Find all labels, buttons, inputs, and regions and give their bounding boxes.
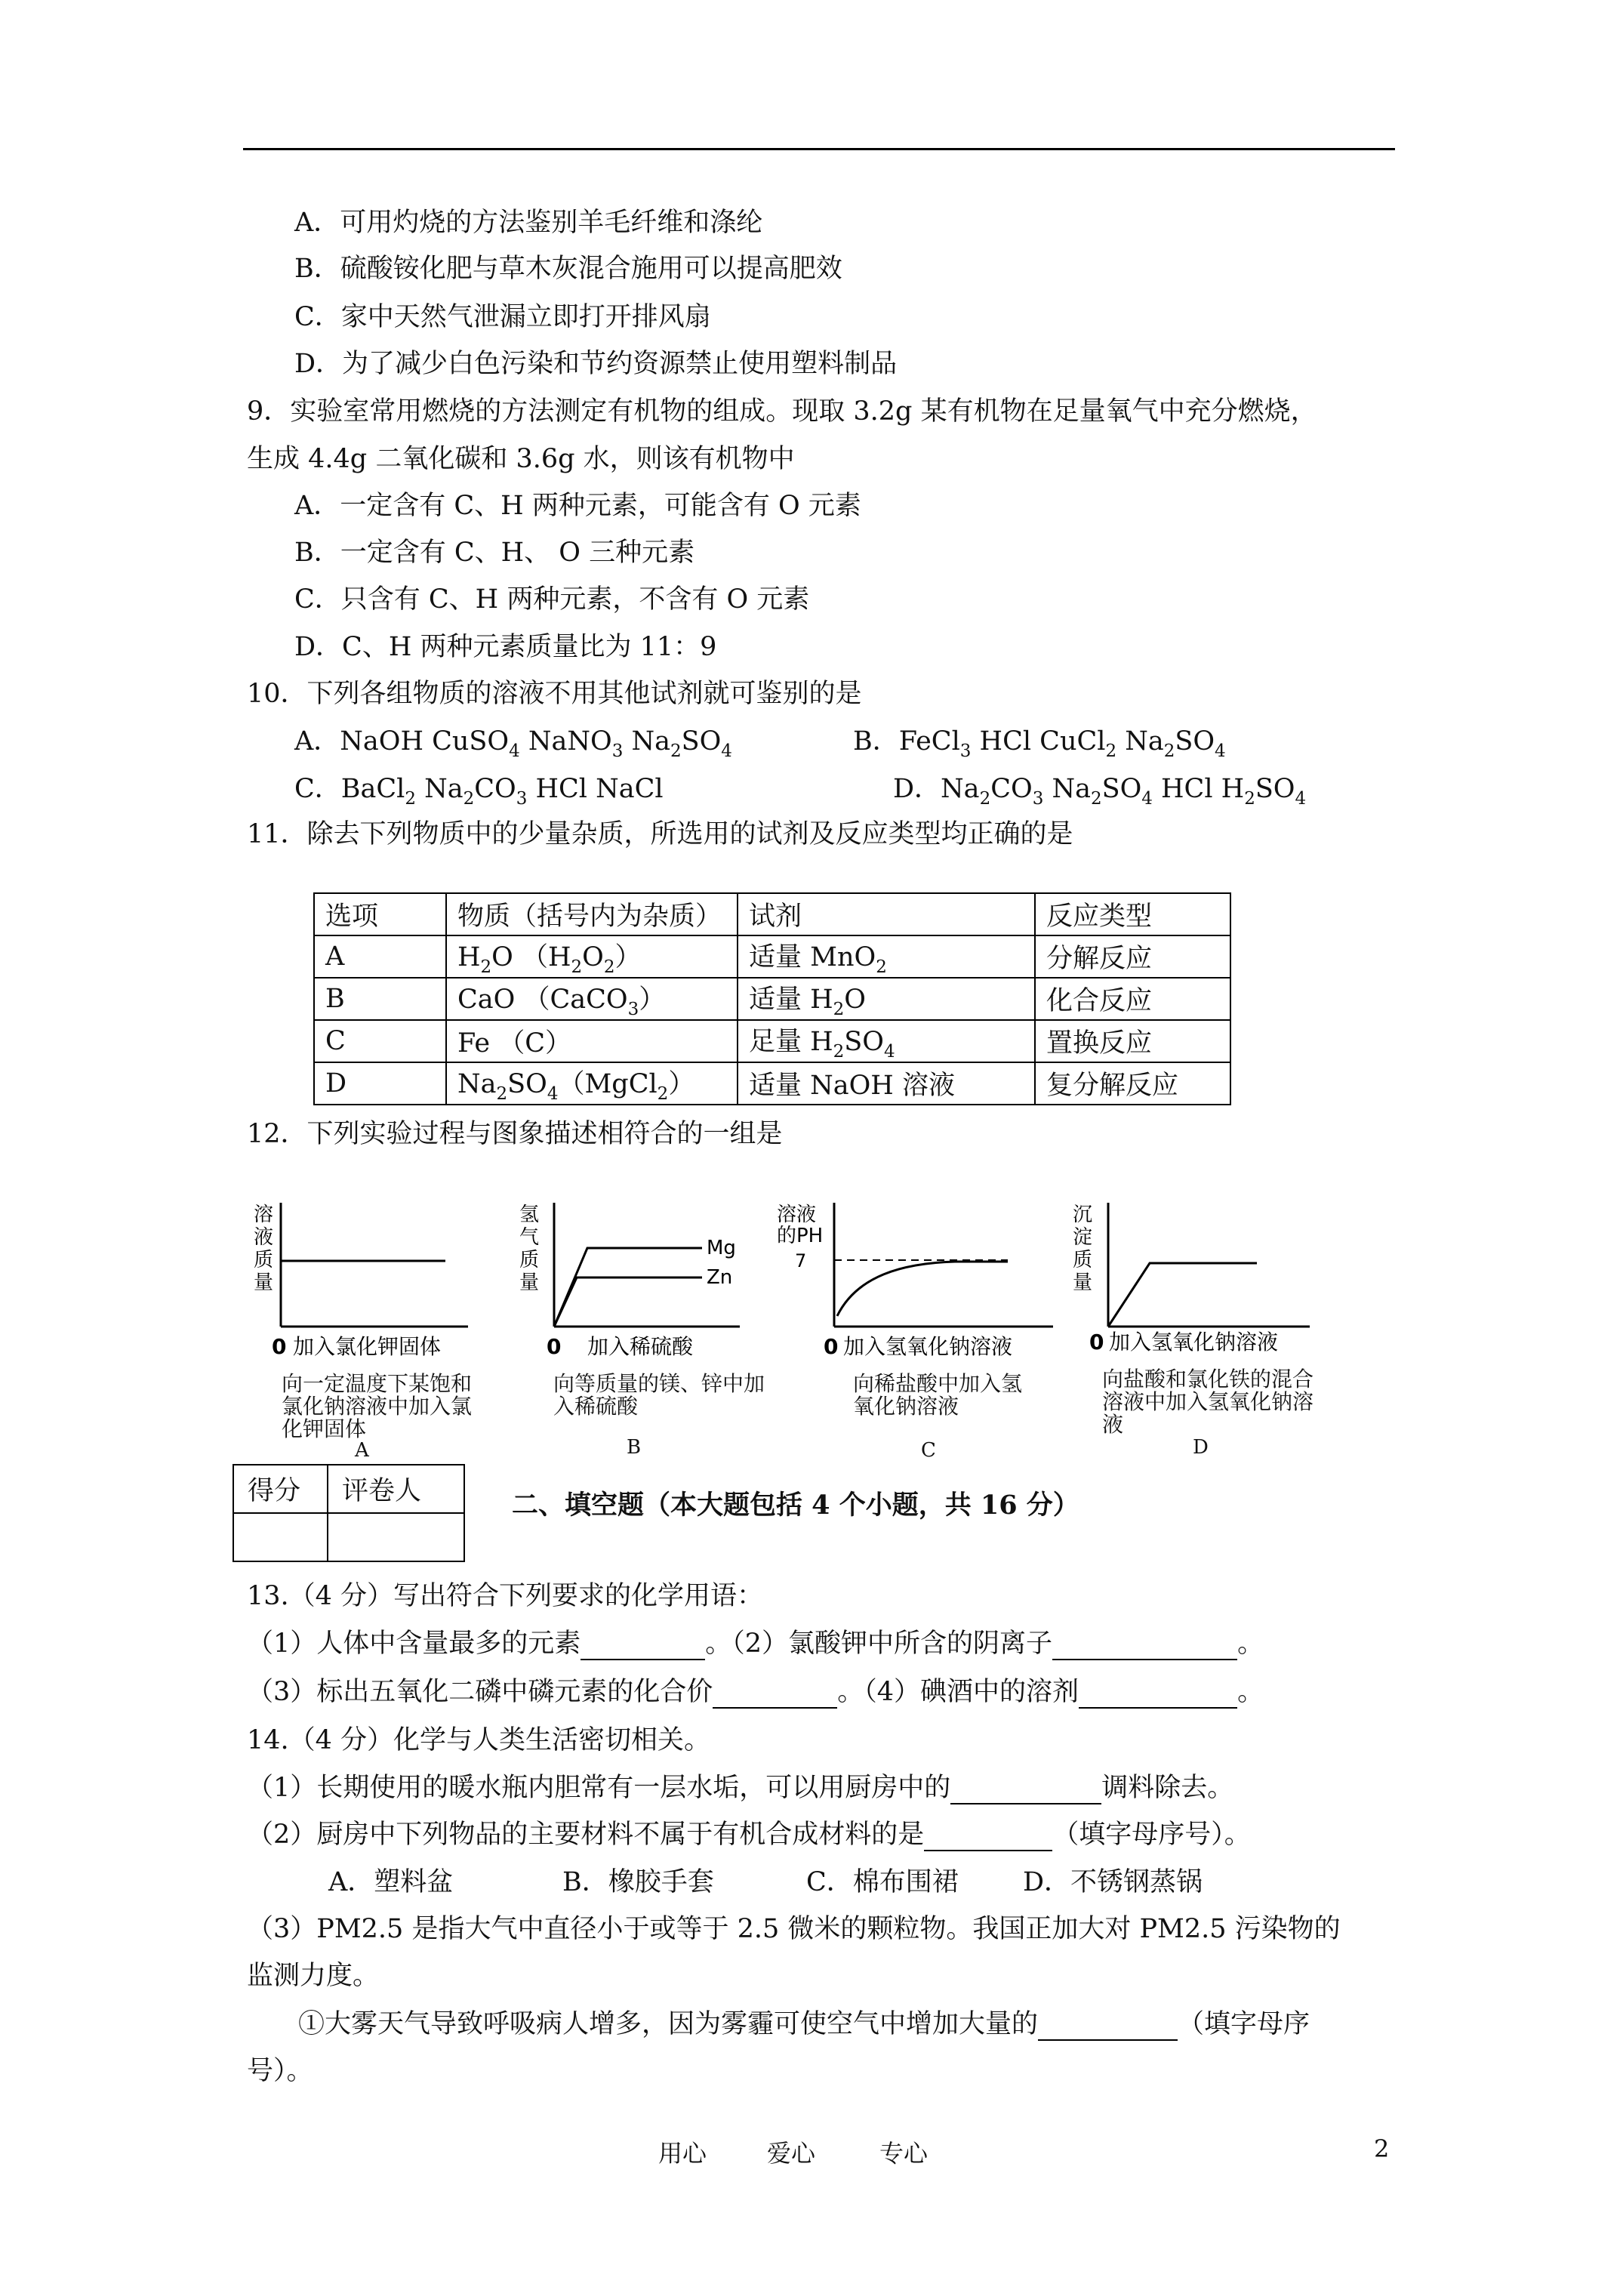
q14-part3-line1: （3）PM2.5 是指大气中直径小于或等于 2.5 微米的颗粒物。我国正加大对 PM2.5 污染物的 [247, 1914, 1341, 1944]
graph-a-letter: A [355, 1439, 369, 1462]
graph-a-origin: 0 [272, 1334, 287, 1359]
table-cell: $H_2O$ $(H_2O_2)$ [446, 935, 738, 978]
subscript: 4 [509, 741, 520, 761]
table-cell: 适量 $H_2O$ [738, 978, 1035, 1020]
graph-c-ylabel-1: 溶液 [777, 1203, 817, 1226]
subscript: 2 [876, 957, 887, 977]
subscript: 2 [833, 1000, 845, 1019]
subscript: 2 [405, 789, 416, 809]
q8-option-b: B．硫酸铵化肥与草木灰混合施用可以提高肥效 [294, 254, 842, 284]
subscript: 2 [1105, 741, 1117, 761]
graph-d-xlabel: 加入氢氧化钠溶液 [1109, 1330, 1279, 1354]
q13-part4: （3）标出五氧化二磷中磷元素的化合价 [247, 1677, 713, 1707]
table-cell: 适量 NaOH 溶液 [738, 1062, 1035, 1105]
graph-b-origin: 0 [547, 1334, 562, 1359]
subscript: 2 [833, 1042, 845, 1062]
graph-b-caption: 向等质量的镁、锌中加入稀硫酸 [553, 1371, 765, 1419]
q14-option-b: B．橡胶手套 [562, 1867, 714, 1897]
graph-c [774, 1197, 1061, 1363]
graph-b [513, 1197, 755, 1363]
subscript: 3 [516, 789, 528, 809]
q12-stem: 12．下列实验过程与图象描述相符合的一组是 [247, 1119, 783, 1149]
graph-c-ref-label: 7 [795, 1250, 807, 1271]
graph-c-curve [837, 1262, 1008, 1316]
q9-stem-line1: 9．实验室常用燃烧的方法测定有机物的组成。现取 3.2g 某有机物在足量氧气中充分燃烧， [247, 396, 1317, 427]
table-cell: A [314, 935, 446, 978]
subscript: 2 [657, 1084, 669, 1104]
subscript: 3 [611, 741, 624, 761]
subscript: 2 [1163, 741, 1175, 761]
table-header-row [314, 893, 1230, 935]
graph-d-origin: 0 [1089, 1330, 1104, 1354]
graph-c-origin: 0 [824, 1334, 839, 1359]
graph-b-ylabel-2: 气 [519, 1226, 540, 1249]
q8-option-c: C．家中天然气泄漏立即打开排风扇 [294, 302, 711, 332]
graph-d-ylabel-2: 淀 [1073, 1226, 1093, 1249]
graph-d-ylabel-1: 沉 [1073, 1203, 1093, 1226]
subscript: 2 [496, 1084, 508, 1104]
table-row [314, 1020, 1230, 1062]
subscript: 4 [883, 1042, 895, 1062]
footer-word: 爱心 [767, 2139, 816, 2168]
q13-part2: 。（2）氯酸钾中所含的阴离子 [705, 1629, 1053, 1659]
grader-label: 评卷人 [328, 1465, 464, 1513]
q9-stem-line2: 生成 4.4g 二氧化碳和 3.6g 水，则该有机物中 [247, 444, 795, 474]
graph-d-caption: 向盐酸和氯化铁的混合溶液中加入氢氧化钠溶液 [1102, 1367, 1314, 1437]
graph-b-mg-line [554, 1248, 702, 1327]
subscript: 3 [627, 1000, 639, 1019]
q14-part4-text: ①大雾天气导致呼吸病人增多，因为雾霾可使空气中增加大量的 [298, 2009, 1039, 2039]
graph-d-line [1108, 1263, 1257, 1327]
q9-option-b: B．一定含有 C、H、 O 三种元素 [294, 538, 695, 568]
score-cell[interactable] [233, 1513, 328, 1561]
q13-line2 [247, 1675, 1264, 1709]
table-cell: 分解反应 [1035, 935, 1230, 978]
q14-part1-text: （1）长期使用的暖水瓶内胆常有一层水垢，可以用厨房中的 [247, 1773, 951, 1803]
graph-a-ylabel-1: 溶 [254, 1203, 274, 1226]
q14-part3-line2: 监测力度。 [247, 1961, 380, 1991]
subscript: 4 [547, 1084, 559, 1104]
subscript: 2 [670, 741, 682, 761]
graph-b-ylabel-1: 氢 [519, 1203, 540, 1226]
graph-b-mg-label: Mg [707, 1237, 736, 1259]
graph-a-ylabel-4: 量 [254, 1271, 274, 1294]
q14-part4-tail: （填字母序 [1178, 2009, 1310, 2039]
table-cell: 化合反应 [1035, 978, 1230, 1020]
graph-d-ylabel-4: 量 [1073, 1271, 1093, 1294]
q11-table [313, 892, 1231, 1105]
page-number: 2 [1374, 2134, 1390, 2163]
table-cell: B [314, 978, 446, 1020]
graph-c-letter: C [921, 1439, 936, 1462]
graph-b-letter: B [627, 1436, 642, 1459]
subscript: 4 [721, 741, 732, 761]
table-cell: 置换反应 [1035, 1020, 1230, 1062]
table-cell: $Na_2SO_4(MgCl_2)$ [446, 1062, 738, 1105]
subscript: 2 [480, 957, 492, 977]
answer-blank[interactable] [1052, 1633, 1237, 1660]
q13-part6: 。 [1237, 1677, 1264, 1707]
table-header-cell: 试剂 [738, 893, 1035, 935]
subscript: 3 [1032, 789, 1044, 809]
header-rule [243, 148, 1395, 150]
footer-word: 用心 [658, 2139, 707, 2168]
q14-option-d: D．不锈钢蒸锅 [1023, 1867, 1203, 1897]
table-row [314, 978, 1230, 1020]
q10-option-a: A．NaOH CuSO$_4$ NaNO$_3$ $Na_2SO_4$ [294, 726, 732, 761]
table-cell: 足量 $H_2SO_4$ [738, 1020, 1035, 1062]
q14-part4-line2: 号）。 [247, 2056, 313, 2086]
subscript: 2 [603, 957, 615, 977]
q13-line1 [247, 1627, 1264, 1660]
graph-d-letter: D [1193, 1436, 1209, 1459]
score-box [233, 1464, 465, 1562]
graph-a-ylabel-2: 液 [254, 1226, 274, 1249]
answer-blank[interactable] [713, 1681, 837, 1709]
q13-part1: （1）人体中含量最多的元素 [247, 1629, 581, 1659]
subscript: 2 [979, 789, 991, 809]
table-cell: 复分解反应 [1035, 1062, 1230, 1105]
table-header-cell: 反应类型 [1035, 893, 1230, 935]
q14-stem: 14.（4 分）化学与人类生活密切相关。 [247, 1725, 711, 1755]
table-header-cell: 选项 [314, 893, 446, 935]
score-label: 得分 [233, 1465, 328, 1513]
subscript: 4 [1141, 789, 1153, 809]
q14-part1 [247, 1771, 1233, 1804]
q9-option-c: C．只含有 C、H 两种元素，不含有 O 元素 [294, 584, 810, 615]
table-row [314, 935, 1230, 978]
q13-stem: 13.（4 分）写出符合下列要求的化学用语： [247, 1581, 764, 1611]
answer-blank[interactable] [1079, 1681, 1237, 1709]
q10-stem: 10．下列各组物质的溶液不用其他试剂就可鉴别的是 [247, 679, 862, 709]
q13-part3: 。 [1237, 1629, 1264, 1659]
q14-part2-text: （2）厨房中下列物品的主要材料不属于有机合成材料的是 [247, 1820, 925, 1850]
graph-a-xlabel: 加入氯化钾固体 [293, 1334, 442, 1359]
q14-option-c: C．棉布围裙 [806, 1867, 959, 1897]
graph-b-zn-line [554, 1277, 702, 1327]
q10-option-c: C．BaCl$_2$ $Na_2CO_3$ HCl NaCl [294, 774, 664, 809]
answer-blank[interactable] [581, 1633, 705, 1660]
table-cell: D [314, 1062, 446, 1105]
q14-part2 [247, 1818, 1251, 1851]
table-cell: CaO （CaCO$_3$） [446, 978, 738, 1020]
q14-option-a: A．塑料盆 [328, 1867, 454, 1897]
answer-blank[interactable] [924, 1824, 1052, 1851]
subscript: 4 [1295, 789, 1307, 809]
graph-b-ylabel-3: 质 [519, 1249, 540, 1271]
q10-option-d: D．$Na_2CO_3$ $Na_2SO_4$ HCl $H_2SO_4$ [893, 774, 1307, 809]
table-cell: 适量 MnO$_2$ [738, 935, 1035, 978]
answer-blank[interactable] [950, 1777, 1101, 1804]
graph-d [1068, 1197, 1325, 1363]
subscript: 3 [959, 741, 972, 761]
subscript: 2 [463, 789, 475, 809]
table-header-cell: 物质（括号内为杂质） [446, 893, 738, 935]
graph-c-xlabel: 加入氢氧化钠溶液 [843, 1334, 1013, 1359]
q14-part4-line1 [298, 2008, 1310, 2041]
q10-option-b: B．FeCl$_3$ HCl CuCl$_2$ $Na_2SO_4$ [853, 726, 1226, 761]
subscript: 2 [571, 957, 583, 977]
grader-cell[interactable] [328, 1513, 464, 1561]
answer-blank[interactable] [1038, 2014, 1178, 2041]
table-cell: C [314, 1020, 446, 1062]
graph-b-zn-label: Zn [707, 1266, 733, 1289]
graph-c-ylabel-2: 的PH [777, 1225, 824, 1247]
subscript: 4 [1215, 741, 1226, 761]
q9-option-d: D．C、H 两种元素质量比为 11：9 [294, 632, 717, 662]
subscript: 2 [1090, 789, 1102, 809]
q11-stem: 11．除去下列物质中的少量杂质，所选用的试剂及反应类型均正确的是 [247, 819, 1073, 849]
graph-c-caption: 向稀盐酸中加入氢氧化钠溶液 [853, 1371, 1023, 1419]
graph-a [249, 1197, 476, 1363]
table-row [314, 1062, 1230, 1105]
q8-option-d: D．为了减少白色污染和节约资源禁止使用塑料制品 [294, 349, 898, 379]
footer-word: 专心 [879, 2139, 929, 2168]
q8-option-a: A．可用灼烧的方法鉴别羊毛纤维和涤纶 [294, 208, 763, 238]
table-cell: Fe （C） [446, 1020, 738, 1062]
graph-a-caption: 向一定温度下某饱和氯化钠溶液中加入氯化钾固体 [282, 1371, 473, 1441]
section-heading: 二、填空题（本大题包括 4 个小题，共 16 分） [512, 1490, 1079, 1521]
subscript: 2 [1244, 789, 1255, 809]
graph-a-ylabel-3: 质 [254, 1249, 274, 1271]
graph-d-ylabel-3: 质 [1073, 1249, 1093, 1271]
graph-b-xlabel: 加入稀硫酸 [587, 1334, 694, 1359]
q14-part1-tail: 调料除去。 [1101, 1773, 1234, 1803]
q13-part5: 。（4）碘酒中的溶剂 [837, 1677, 1079, 1707]
q14-part2-tail: （填字母序号）。 [1052, 1820, 1251, 1850]
q9-option-a: A．一定含有 C、H 两种元素，可能含有 O 元素 [294, 491, 861, 521]
graph-b-ylabel-4: 量 [519, 1271, 540, 1294]
